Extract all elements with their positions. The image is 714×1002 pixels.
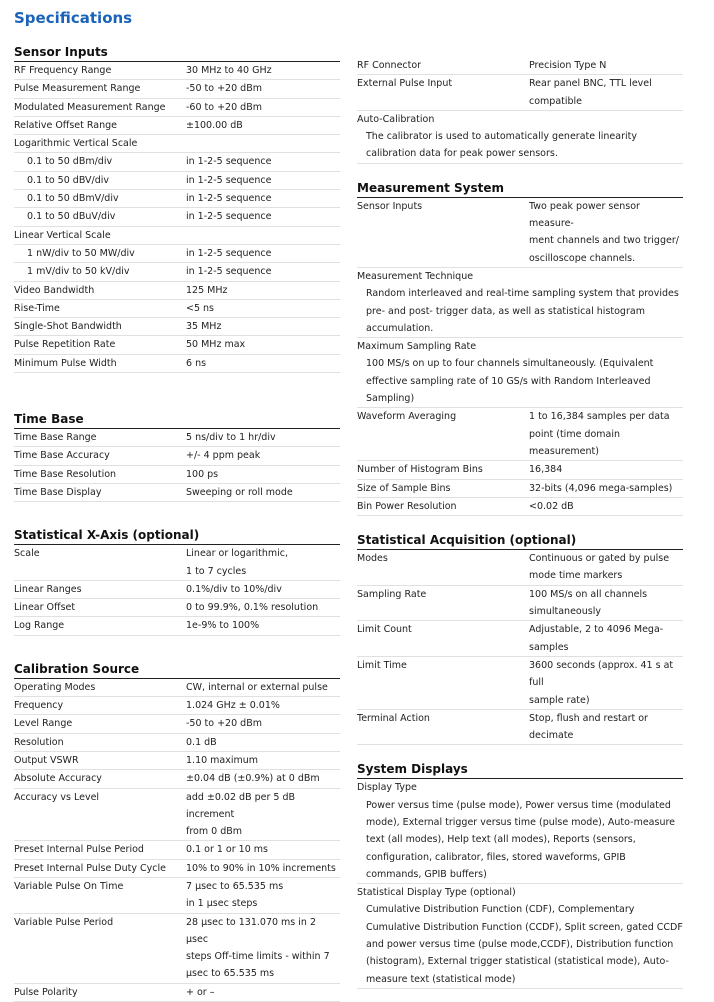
section-title-measurement-system: Measurement System — [357, 180, 683, 198]
max-sampling-rate-label: Maximum Sampling Rate — [357, 341, 477, 353]
spec-label: Linear Vertical Scale — [14, 229, 111, 241]
spec-row — [357, 603, 683, 621]
spec-row — [14, 599, 340, 617]
spec-label: Variable Pulse Period — [14, 916, 114, 928]
spec-value: Sweeping or roll mode — [186, 486, 293, 498]
spec-label: Linear Offset — [14, 602, 76, 614]
spec-value: -50 to +20 dBm — [186, 83, 262, 95]
spec-label: Number of Histogram Bins — [357, 464, 483, 476]
spec-label: Logarithmic Vertical Scale — [14, 138, 138, 150]
spec-value: point (time domain measurement) — [529, 428, 621, 457]
spec-value: Continuous or gated by pulse — [529, 553, 670, 565]
spec-value: -60 to +20 dBm — [186, 101, 262, 113]
spec-value: compatible — [529, 95, 583, 107]
spec-label — [357, 639, 529, 656]
spec-label: RF Frequency Range — [14, 65, 112, 76]
spec-value: 10% to 90% in 10% increments — [186, 862, 336, 874]
spec-label: RF Connector — [357, 60, 422, 71]
spec-row — [14, 99, 340, 117]
spec-row — [357, 408, 683, 425]
spec-label — [357, 603, 529, 620]
spec-value: 5 ns/div to 1 hr/div — [186, 432, 276, 444]
spec-value: 6 ns — [186, 357, 207, 369]
spec-row — [14, 153, 340, 171]
measurement-system-table — [357, 408, 683, 516]
spec-label: Scale — [14, 548, 40, 560]
spec-value: in 1-2-5 sequence — [186, 174, 272, 186]
spec-row — [357, 586, 683, 603]
measurement-technique-label: Measurement Technique — [357, 270, 474, 282]
spec-label: 0.1 to 50 dBm/div — [27, 156, 113, 168]
measurement-technique-text: Random interleaved and real-time sampling system that provides pre- and post- trigger data, as well as statistical histogram accumulation. — [357, 285, 683, 338]
spec-row — [14, 190, 340, 208]
section-title-sensor-inputs: Sensor Inputs — [14, 44, 340, 62]
left-column — [14, 44, 340, 1002]
spec-value: steps Off-time limits - within 7 — [186, 951, 330, 963]
spec-label: Limit Count — [357, 624, 412, 636]
spec-row — [357, 692, 683, 710]
spec-row — [14, 172, 340, 190]
spec-label: Size of Sample Bins — [357, 482, 451, 494]
spec-value: 1.024 GHz ± 0.01% — [186, 700, 280, 712]
spec-row — [14, 965, 340, 983]
spec-label: Video Bandwidth — [14, 284, 95, 296]
spec-row — [357, 57, 683, 75]
stat-display-type-text: Cumulative Distribution Function (CDF), Complementary Cumulative Distribution Function (CCDF), Split screen, gated CCDF and power versus time (pulse mode,CCDF), Distribution function (histogram), External trigger statistical (statistical mode), Auto-measure text (statistical mode) — [357, 901, 683, 988]
spec-row — [14, 245, 340, 263]
spec-value: simultaneously — [529, 606, 601, 618]
measurement-sensor-inputs — [357, 198, 683, 268]
spec-value: 16,384 — [529, 464, 563, 476]
spec-value: 30 MHz to 40 GHz — [186, 65, 272, 76]
spec-label — [357, 692, 529, 709]
spec-value: oscilloscope channels. — [529, 252, 636, 264]
spec-value: 1 to 16,384 samples per data — [529, 411, 670, 423]
spec-value: 100 MS/s on all channels — [529, 588, 648, 600]
auto-calibration-label: Auto-Calibration — [357, 113, 435, 125]
spec-label — [357, 250, 529, 267]
spec-label: Rise-Time — [14, 302, 60, 314]
spec-row — [357, 498, 683, 516]
spec-label: Modulated Measurement Range — [14, 101, 166, 113]
spec-value: sample rate) — [529, 694, 590, 706]
spec-value: mode time markers — [529, 570, 623, 582]
section-title-system-displays: System Displays — [357, 761, 683, 779]
spec-label: Limit Time — [357, 659, 407, 671]
spec-row — [357, 93, 683, 111]
display-type-text: Power versus time (pulse mode), Power versus time (modulated mode), External trigger versus time (pulse mode), Auto-measure text (all modes), Help text (all modes), Reports (sensors, configuration, calibrator, files, stored waveforms, GPIB commands, GPIB buffers) — [357, 797, 683, 884]
spec-label: Terminal Action — [357, 712, 430, 724]
spec-value: 0.1 or 1 or 10 ms — [186, 844, 268, 856]
spec-row — [357, 567, 683, 585]
spec-label — [357, 232, 529, 249]
spec-label: Output VSWR — [14, 754, 79, 766]
spec-value: in 1-2-5 sequence — [186, 211, 272, 223]
spec-value: Rear panel BNC, TTL level — [529, 78, 652, 90]
spec-label: Pulse Measurement Range — [14, 83, 141, 95]
spec-label: 1 mV/div to 50 kV/div — [27, 266, 130, 278]
spec-value: 125 MHz — [186, 284, 228, 296]
spec-value — [186, 135, 340, 152]
spec-row — [14, 282, 340, 300]
spec-label — [357, 727, 529, 744]
spec-label: Modes — [357, 553, 388, 565]
spec-value: 100 ps — [186, 468, 219, 480]
spec-row — [357, 426, 683, 462]
spec-label: Preset Internal Pulse Period — [14, 844, 144, 856]
spec-row — [14, 484, 340, 502]
auto-calibration-text: The calibrator is used to automatically generate linearity calibration data for peak power sensors. — [357, 128, 683, 164]
spec-value: 1.10 maximum — [186, 754, 259, 766]
spec-row — [14, 823, 340, 841]
spec-label — [14, 895, 186, 912]
spec-row — [357, 198, 683, 233]
spec-value: 1e-9% to 100% — [186, 620, 260, 632]
spec-value: +/- 4 ppm peak — [186, 450, 261, 462]
spec-label: 1 nW/div to 50 MW/div — [27, 247, 135, 259]
spec-row — [357, 461, 683, 479]
stat-acquisition-table — [357, 550, 683, 745]
spec-label: Waveform Averaging — [357, 411, 457, 423]
spec-label — [14, 965, 186, 982]
spec-label: Preset Internal Pulse Duty Cycle — [14, 862, 166, 874]
section-title-stat-acquisition: Statistical Acquisition (optional) — [357, 532, 683, 550]
spec-value: in 1-2-5 sequence — [186, 156, 272, 168]
spec-row — [14, 841, 340, 859]
spec-label: Linear Ranges — [14, 583, 82, 595]
spec-row — [14, 770, 340, 788]
section-title-calibration-source: Calibration Source — [14, 661, 340, 679]
spec-label: Operating Modes — [14, 681, 96, 693]
spec-value: in 1-2-5 sequence — [186, 193, 272, 205]
spec-row — [14, 563, 340, 581]
spec-label: 0.1 to 50 dBV/div — [27, 174, 110, 186]
spec-row — [14, 789, 340, 824]
spec-label: Time Base Range — [14, 432, 97, 444]
spec-row — [357, 710, 683, 727]
spec-row — [14, 697, 340, 715]
spec-row — [14, 62, 340, 80]
spec-label: Time Base Display — [14, 486, 102, 498]
calibration-source-table — [14, 679, 340, 1002]
spec-value: decimate — [529, 730, 574, 742]
spec-row — [14, 80, 340, 98]
spec-row — [14, 617, 340, 635]
spec-label: Level Range — [14, 718, 73, 730]
spec-value — [186, 227, 340, 244]
page-title: Specifications — [14, 9, 133, 27]
spec-row — [14, 336, 340, 354]
spec-label: Relative Offset Range — [14, 119, 118, 131]
display-type-label: Display Type — [357, 782, 417, 794]
spec-value: μsec to 65.535 ms — [186, 968, 275, 980]
spec-row — [14, 545, 340, 562]
spec-label: Absolute Accuracy — [14, 773, 102, 785]
spec-row — [357, 232, 683, 249]
spec-row — [14, 466, 340, 484]
spec-label: Sensor Inputs — [357, 200, 423, 212]
rf-connector-table — [357, 57, 683, 111]
spec-label: External Pulse Input — [357, 78, 453, 90]
spec-row — [14, 355, 340, 373]
spec-value: Stop, flush and restart or — [529, 712, 648, 724]
spec-row — [14, 429, 340, 447]
spec-row — [14, 117, 340, 135]
spec-label: Sampling Rate — [357, 588, 427, 600]
spec-value: 0.1 dB — [186, 736, 217, 748]
spec-value: 50 MHz max — [186, 339, 246, 351]
spec-value: 32-bits (4,096 mega-samples) — [529, 482, 673, 494]
spec-label: Minimum Pulse Width — [14, 357, 117, 369]
spec-row — [357, 639, 683, 657]
spec-row — [14, 734, 340, 752]
spec-value: 3600 seconds (approx. 41 s at full — [529, 659, 674, 689]
spec-label: Resolution — [14, 736, 64, 748]
spec-label: Variable Pulse On Time — [14, 880, 124, 892]
spec-value: 0.1%/div to 10%/div — [186, 583, 282, 595]
spec-label — [14, 823, 186, 840]
spec-row — [357, 621, 683, 638]
spec-row — [14, 948, 340, 965]
spec-value: CW, internal or external pulse — [186, 681, 328, 693]
max-sampling-rate-text: 100 MS/s on up to four channels simultaneously. (Equivalent effective sampling rate of 10 GS/s with Random Interleaved Sampling) — [357, 355, 683, 408]
spec-label: Bin Power Resolution — [357, 500, 457, 512]
spec-row — [357, 250, 683, 268]
spec-row — [14, 752, 340, 770]
spec-value: 7 μsec to 65.535 ms — [186, 880, 284, 892]
spec-label: Time Base Resolution — [14, 468, 117, 480]
spec-label — [357, 567, 529, 584]
spec-row — [14, 263, 340, 281]
spec-label: 0.1 to 50 dBuV/div — [27, 211, 116, 223]
spec-row — [357, 480, 683, 498]
spec-value: 0 to 99.9%, 0.1% resolution — [186, 602, 319, 614]
spec-value: 35 MHz — [186, 321, 222, 333]
spec-row — [14, 300, 340, 318]
spec-value: Linear or logarithmic, — [186, 548, 289, 560]
spec-label: 0.1 to 50 dBmV/div — [27, 193, 119, 205]
spec-label — [357, 93, 529, 110]
spec-row — [14, 581, 340, 599]
spec-row — [14, 447, 340, 465]
spec-row — [14, 679, 340, 697]
spec-value: in 1-2-5 sequence — [186, 266, 272, 278]
spec-value: ±0.04 dB (±0.9%) at 0 dBm — [186, 773, 320, 785]
spec-row — [14, 715, 340, 733]
spec-row — [14, 984, 340, 1002]
spec-value: in 1 μsec steps — [186, 898, 258, 910]
spec-row — [14, 135, 340, 153]
spec-row — [14, 914, 340, 949]
spec-value: 1 to 7 cycles — [186, 565, 247, 577]
stat-display-type-label: Statistical Display Type (optional) — [357, 887, 516, 899]
spec-value: Adjustable, 2 to 4096 Mega- — [529, 624, 664, 636]
spec-row — [14, 208, 340, 226]
spec-label — [14, 948, 186, 965]
time-base-table — [14, 429, 340, 502]
spec-row — [14, 860, 340, 878]
spec-value: -50 to +20 dBm — [186, 718, 262, 730]
section-title-time-base: Time Base — [14, 411, 340, 429]
spec-row — [357, 657, 683, 692]
spec-value: <0.02 dB — [529, 500, 574, 512]
section-title-stat-x-axis: Statistical X-Axis (optional) — [14, 527, 340, 545]
spec-row — [14, 878, 340, 895]
spec-value: add ±0.02 dB per 5 dB increment — [186, 791, 296, 820]
spec-label: Pulse Polarity — [14, 986, 78, 998]
spec-label: Single-Shot Bandwidth — [14, 321, 122, 333]
spec-value: + or – — [186, 986, 215, 998]
spec-value: in 1-2-5 sequence — [186, 247, 272, 259]
spec-value: Precision Type N — [529, 60, 607, 71]
spec-label — [14, 563, 186, 580]
spec-value: 28 μsec to 131.070 ms in 2 μsec — [186, 916, 316, 945]
spec-value: <5 ns — [186, 302, 214, 314]
spec-label: Accuracy vs Level — [14, 791, 100, 803]
spec-label: Time Base Accuracy — [14, 450, 110, 462]
spec-label: Log Range — [14, 620, 65, 632]
spec-value: ment channels and two trigger/ — [529, 235, 679, 247]
spec-row — [14, 227, 340, 245]
spec-value: from 0 dBm — [186, 826, 242, 838]
spec-row — [357, 550, 683, 567]
spec-row — [14, 895, 340, 913]
sensor-inputs-table — [14, 62, 340, 373]
spec-label — [357, 426, 529, 461]
spec-value: ±100.00 dB — [186, 119, 243, 131]
spec-value: Two peak power sensor measure- — [529, 200, 640, 230]
spec-row — [357, 727, 683, 745]
spec-row — [357, 75, 683, 92]
spec-label: Frequency — [14, 700, 64, 712]
spec-value: samples — [529, 641, 569, 653]
spec-label: Pulse Repetition Rate — [14, 339, 116, 351]
right-column — [357, 57, 683, 989]
spec-row — [14, 318, 340, 336]
stat-x-axis-table — [14, 545, 340, 635]
